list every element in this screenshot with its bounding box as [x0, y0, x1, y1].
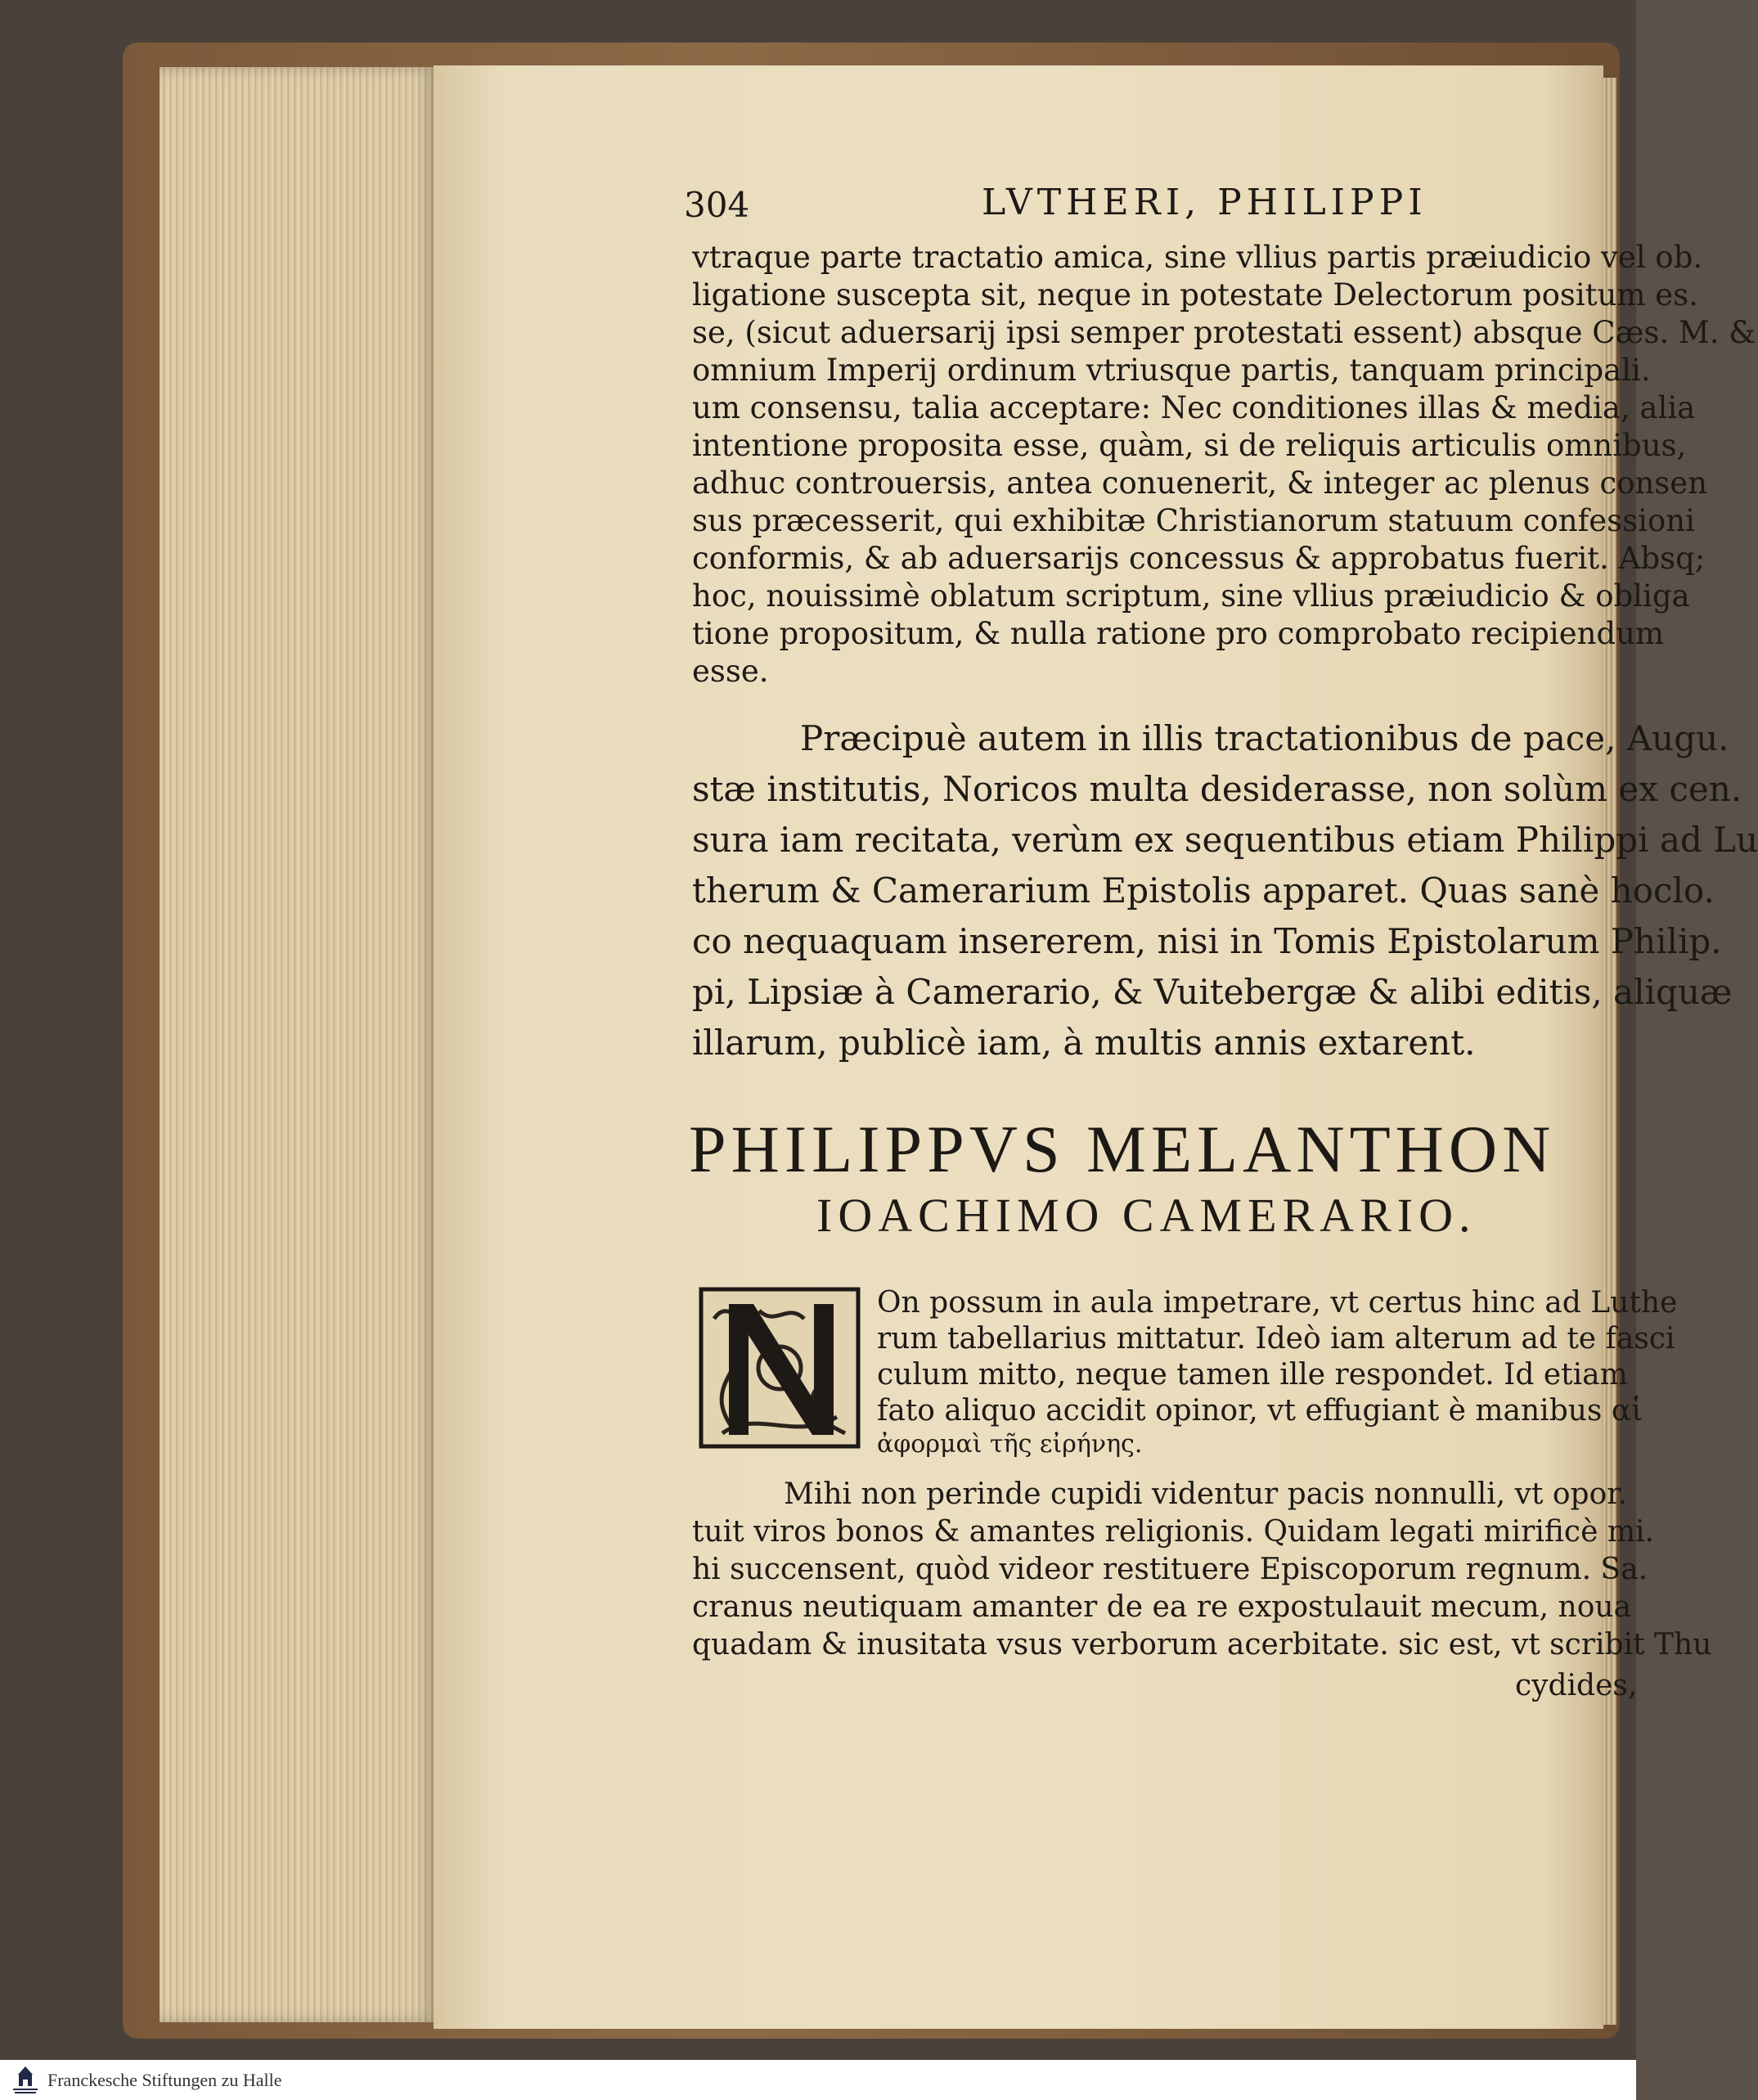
paragraph4-line: quadam & inusitata vsus verborum acerbitate. sic est, vt scribit Thu: [692, 1628, 1712, 1662]
running-title: LVTHERI, PHILIPPI: [982, 182, 1428, 223]
catchword: cydides,: [1515, 1669, 1638, 1702]
paragraph4-line: hi succensent, quòd videor restituere Episcoporum regnum. Sa.: [692, 1553, 1648, 1586]
paragraph1-line: um consensu, talia acceptare: Nec conditiones illas & media, alia: [692, 390, 1696, 425]
paragraph3-greek-line: ἀφορμαὶ τῆς εἰρήνης.: [877, 1430, 1143, 1459]
letter-heading-sender: PHILIPPVS MELANTHON: [689, 1112, 1556, 1186]
paragraph3-line: culum mitto, neque tamen ille respondet. Id etiam: [877, 1358, 1628, 1392]
paragraph4-line: tuit viros bonos & amantes religionis. Quidam legati mirificè mi.: [692, 1515, 1654, 1549]
paragraph2-line: sura iam recitata, verùm ex sequentibus etiam Philippi ad Lu: [692, 820, 1758, 860]
paragraph1-line: omnium Imperij ordinum vtriusque partis, tanquam principali.: [692, 353, 1651, 388]
paragraph3-line: rum tabellarius mittatur. Ideò iam alterum ad te fasci: [877, 1322, 1675, 1356]
paragraph1-line: tione propositum, & nulla ratione pro comprobato recipiendum: [692, 616, 1665, 651]
page-number: 304: [684, 185, 750, 225]
paragraph2-line: stæ institutis, Noricos multa desiderasse, non solùm ex cen.: [692, 769, 1742, 809]
paragraph1-line: hoc, nouissimè oblatum scriptum, sine vllius præiudicio & obliga: [692, 578, 1690, 614]
drop-cap-n-ornament: [698, 1286, 861, 1450]
page-edges: [160, 67, 438, 2022]
paragraph1-line: vtraque parte tractatio amica, sine vllius partis præiudicio vel ob.: [692, 240, 1703, 275]
paragraph3-line: fato aliquo accidit opinor, vt effugiant è manibus αἱ: [877, 1394, 1643, 1428]
paragraph2-line: therum & Camerarium Epistolis apparet. Quas sanè hoclo.: [692, 870, 1715, 911]
paragraph4-line: Mihi non perinde cupidi videntur pacis nonnulli, vt opor.: [784, 1477, 1627, 1511]
paragraph1-line: conformis, & ab aduersarijs concessus & approbatus fuerit. Absq;: [692, 541, 1706, 576]
paragraph4-line: cranus neutiquam amanter de ea re expostulauit mecum, noua: [692, 1590, 1632, 1624]
paragraph1-line: intentione proposita esse, quàm, si de reliquis articulis omnibus,: [692, 428, 1687, 463]
paragraph1-line: se, (sicut aduersarij ipsi semper protestati essent) absque Cæs. M. &: [692, 315, 1756, 350]
paragraph2-line: Præcipuè autem in illis tractationibus de pace, Augu.: [800, 718, 1729, 758]
paragraph2-line: pi, Lipsiæ à Camerario, & Vuitebergæ & alibi editis, aliquæ: [692, 972, 1733, 1012]
paragraph2-line: illarum, publicè iam, à multis annis extarent.: [692, 1023, 1476, 1063]
paragraph3-line: On possum in aula impetrare, vt certus hinc ad Luthe: [877, 1286, 1678, 1320]
institution-logo-icon: [8, 2063, 43, 2098]
institution-name: Franckesche Stiftungen zu Halle: [47, 2070, 282, 2090]
paragraph2-line: co nequaquam insererem, nisi in Tomis Epistolarum Philip.: [692, 921, 1722, 961]
paragraph1-line: adhuc controuersis, antea conuenerit, & integer ac plenus consen: [692, 465, 1708, 501]
paragraph1-line: ligatione suscepta sit, neque in potestate Delectorum positum es.: [692, 277, 1698, 313]
paragraph1-line: esse.: [692, 654, 769, 689]
paragraph1-line: sus præcesserit, qui exhibitæ Christianorum statuum confessioni: [692, 503, 1695, 538]
letter-heading-recipient: IOACHIMO CAMERARIO.: [816, 1189, 1477, 1242]
